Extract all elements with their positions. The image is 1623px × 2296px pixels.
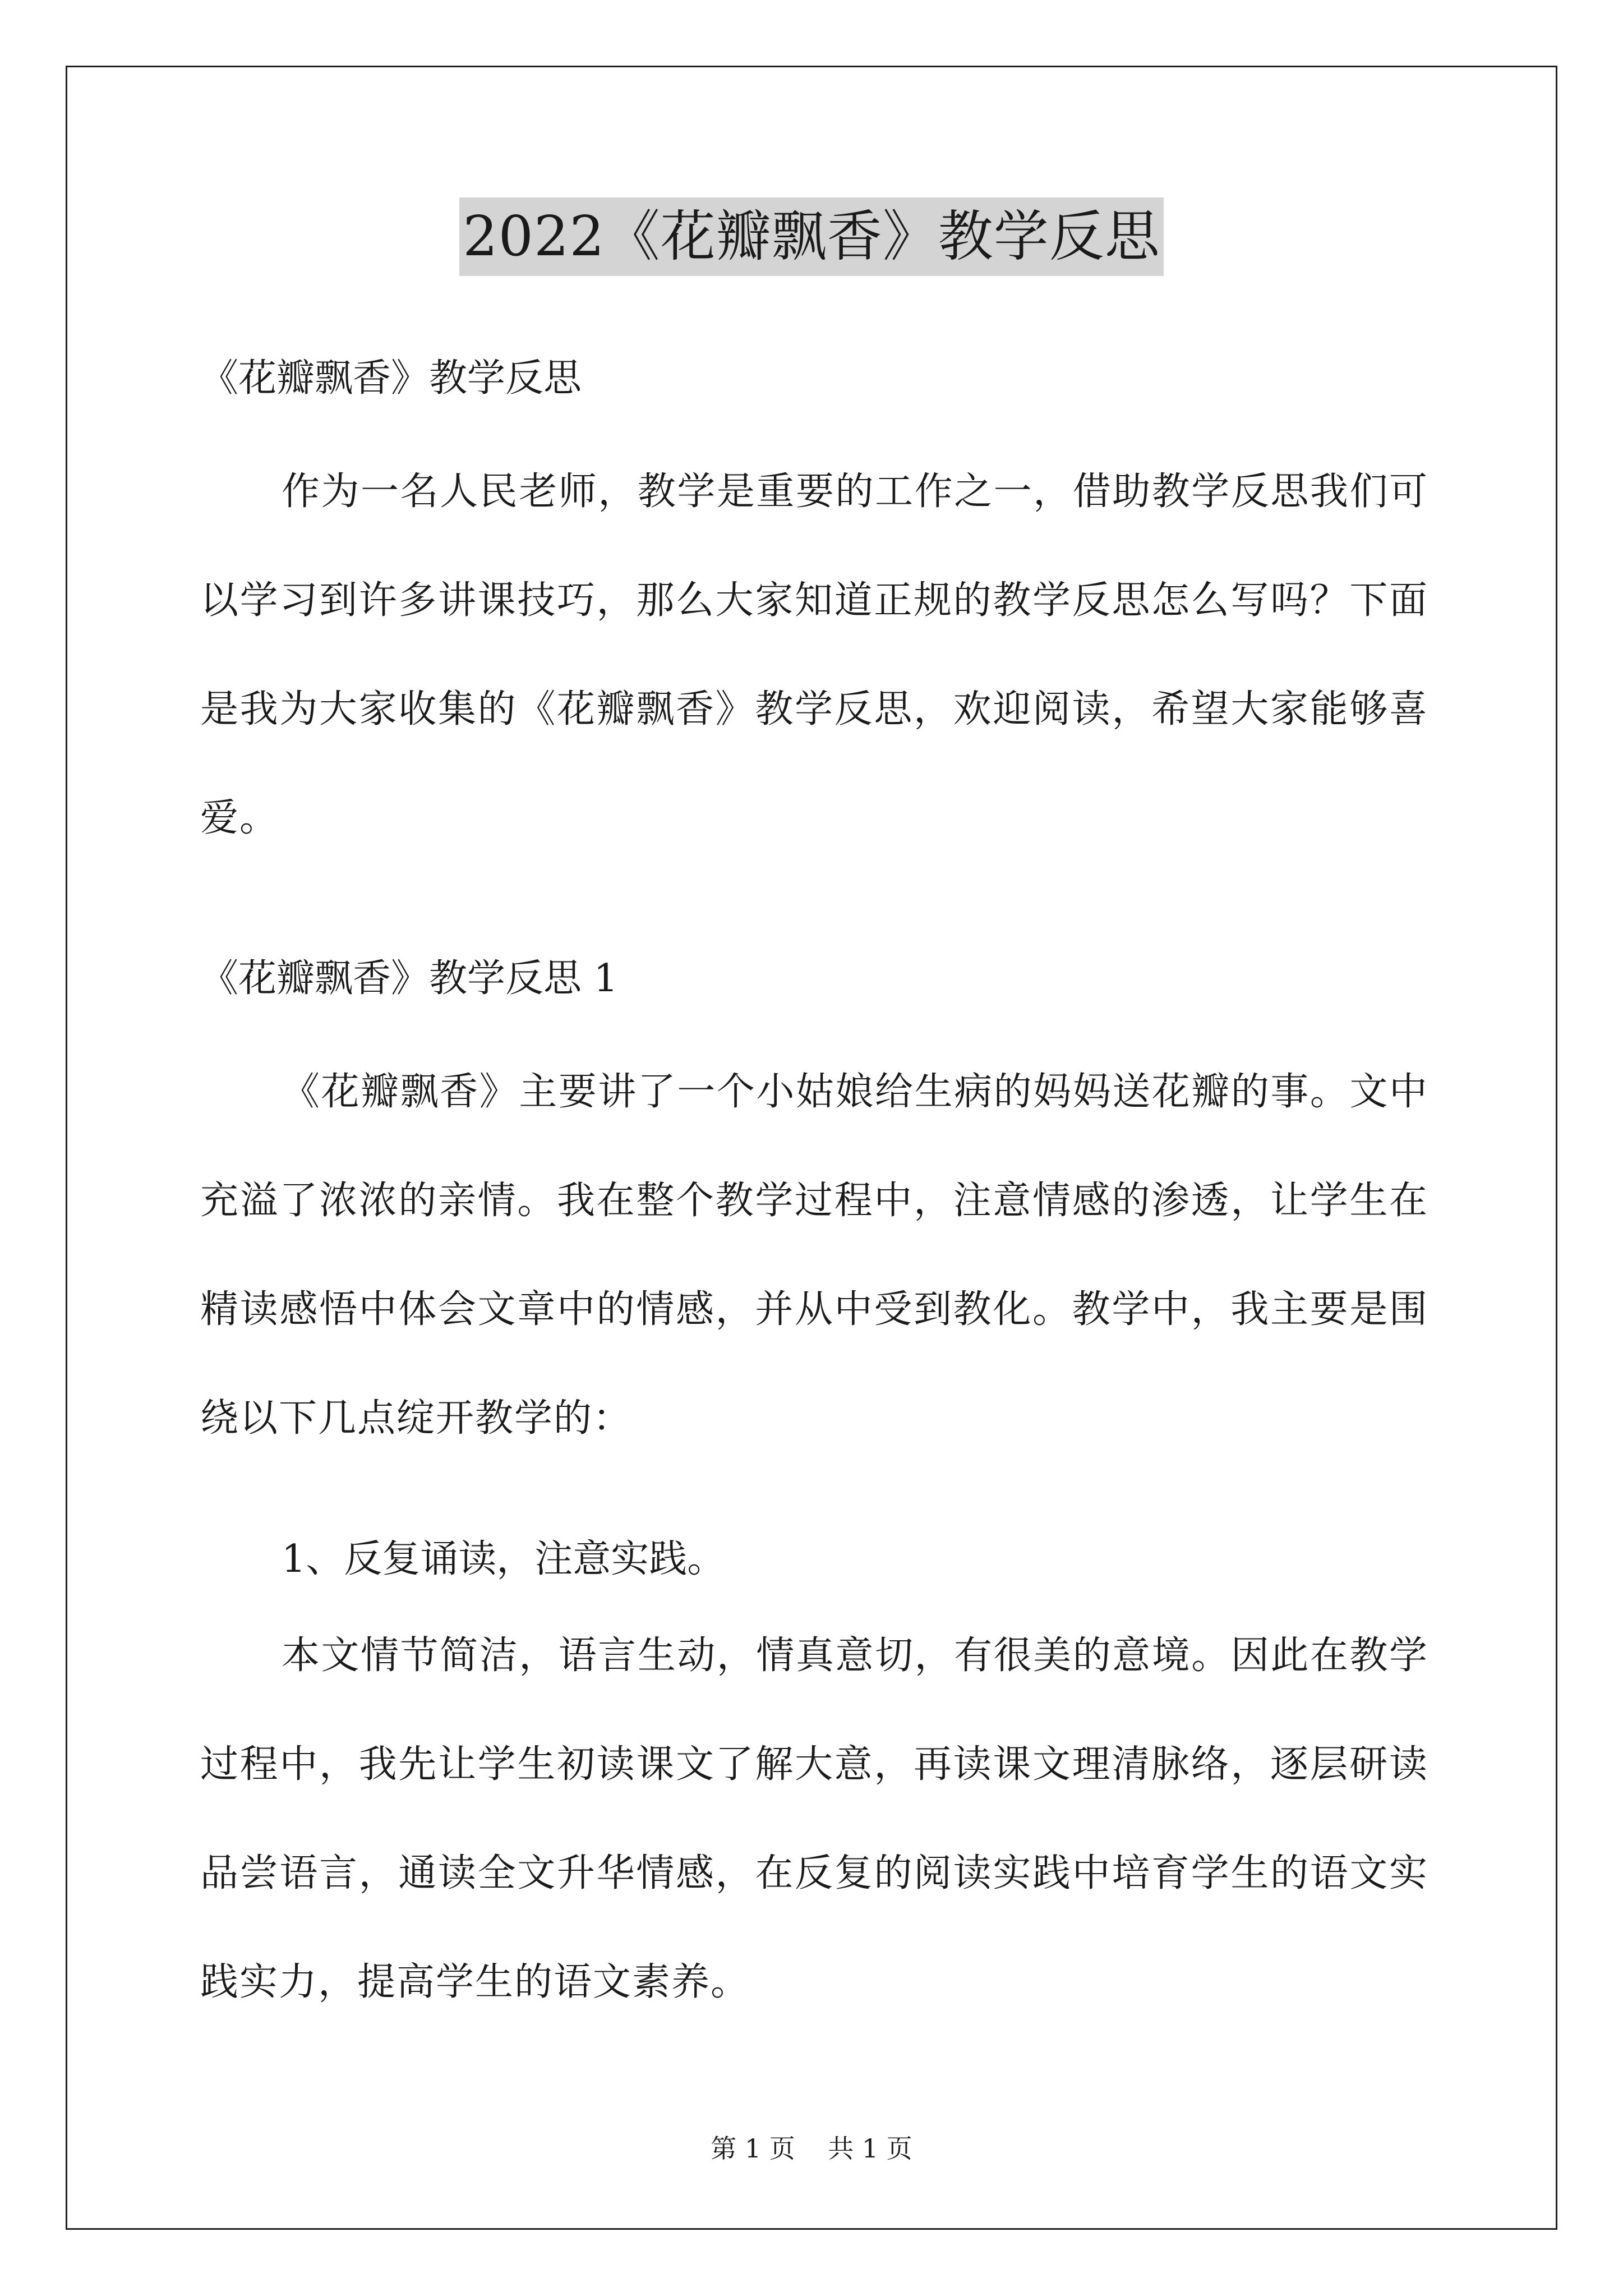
intro-paragraph: 作为一名人民老师，教学是重要的工作之一，借助教学反思我们可以学习到许多讲课技巧，那么大家知道正规的教学反思怎么写吗？下面是我为大家收集的《花瓣飘香》教学反思，欢迎阅读，希望大家能够喜爱。 bbox=[200, 470, 1428, 840]
document-subtitle: 《花瓣飘香》教学反思 bbox=[200, 356, 582, 401]
section1-paragraph-2: 本文情节简洁，语言生动，情真意切，有很美的意境。因此在教学过程中，我先让学生初读课文了解大意，再读课文理清脉络，逐层研读品尝语言，通读全文升华情感，在反复的阅读实践中培育学生的语文实践实力，提高学生的语文素养。 bbox=[200, 1634, 1428, 2004]
document-title: 2022《花瓣飘香》教学反思 bbox=[459, 197, 1163, 276]
section1-paragraph-1: 《花瓣飘香》主要讲了一个小姑娘给生病的妈妈送花瓣的事。文中充溢了浓浓的亲情。我在整个教学过程中，注意情感的渗透，让学生在精读感悟中体会文章中的情感，并从中受到教化。教学中，我主要是围绕以下几点绽开教学的： bbox=[200, 1070, 1428, 1441]
title-container bbox=[0, 197, 1623, 276]
section-heading-1: 《花瓣飘香》教学反思 1 bbox=[200, 956, 618, 1001]
page-number-footer: 第 1 页 共 1 页 bbox=[711, 2133, 912, 2164]
point-1: 1、反复诵读，注意实践。 bbox=[282, 1537, 726, 1581]
